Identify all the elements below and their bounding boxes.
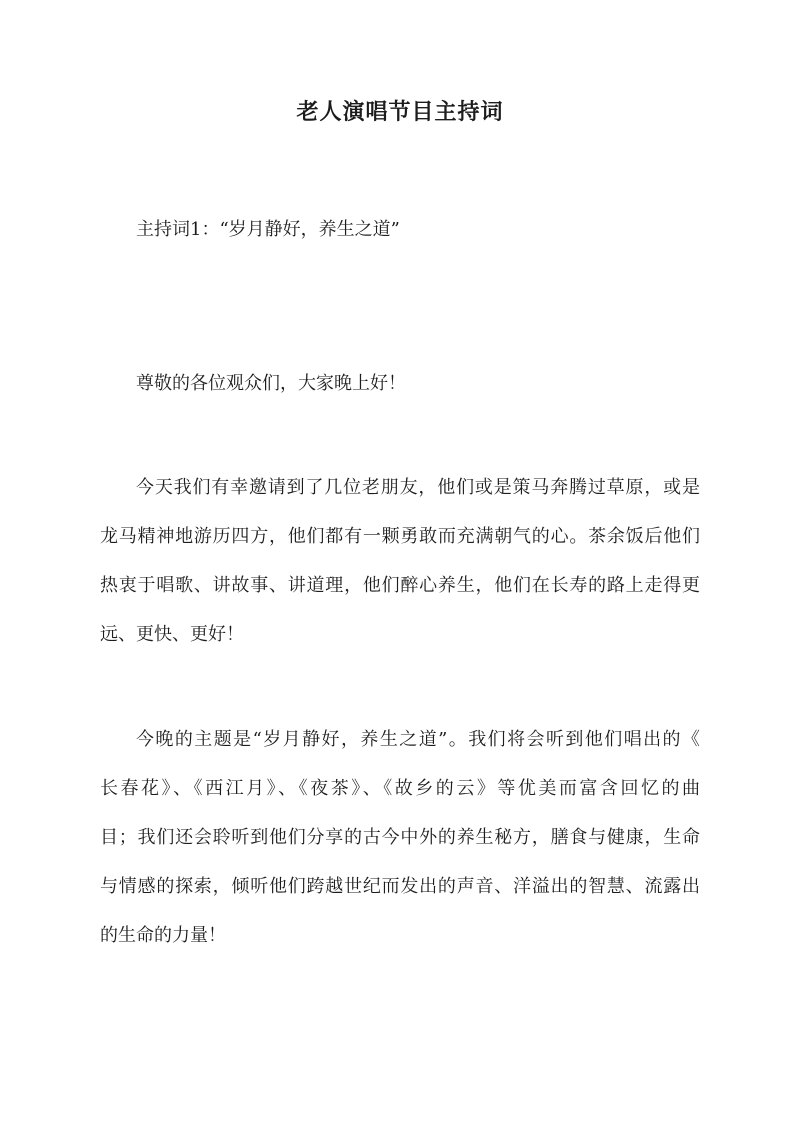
paragraph-2-line-5: 的生命的力量！ [100, 925, 226, 946]
paragraph-1-line-2: 龙马精神地游历四方，他们都有一颗勇敢而充满朝气的心。茶余饭后他们 [100, 526, 700, 547]
paragraph-2-line-2: 长春花》、《西江月》、《夜茶》、《故乡的云》等优美而富含回忆的曲 [100, 778, 700, 799]
paragraph-2-line-4: 与情感的探索，倾听他们跨越世纪而发出的声音、洋溢出的智慧、流露出 [100, 876, 700, 897]
paragraph-1-line-1: 今天我们有幸邀请到了几位老朋友，他们或是策马奔腾过草原，或是 [136, 477, 700, 498]
paragraph-1-line-3: 热衷于唱歌、讲故事、讲道理，他们醉心养生，他们在长寿的路上走得更 [100, 575, 700, 596]
paragraph-2-line-3: 目；我们还会聆听到他们分享的古今中外的养生秘方，膳食与健康，生命 [100, 827, 700, 848]
host-script-heading: 主持词1：“岁月静好，养生之道” [136, 219, 400, 240]
paragraph-1-line-4: 远、更快、更好！ [100, 624, 244, 645]
greeting-line: 尊敬的各位观众们，大家晚上好！ [136, 373, 406, 394]
paragraph-2-line-1: 今晚的主题是“岁月静好，养生之道”。我们将会听到他们唱出的《 [136, 729, 700, 750]
document-title: 老人演唱节目主持词 [296, 99, 504, 125]
